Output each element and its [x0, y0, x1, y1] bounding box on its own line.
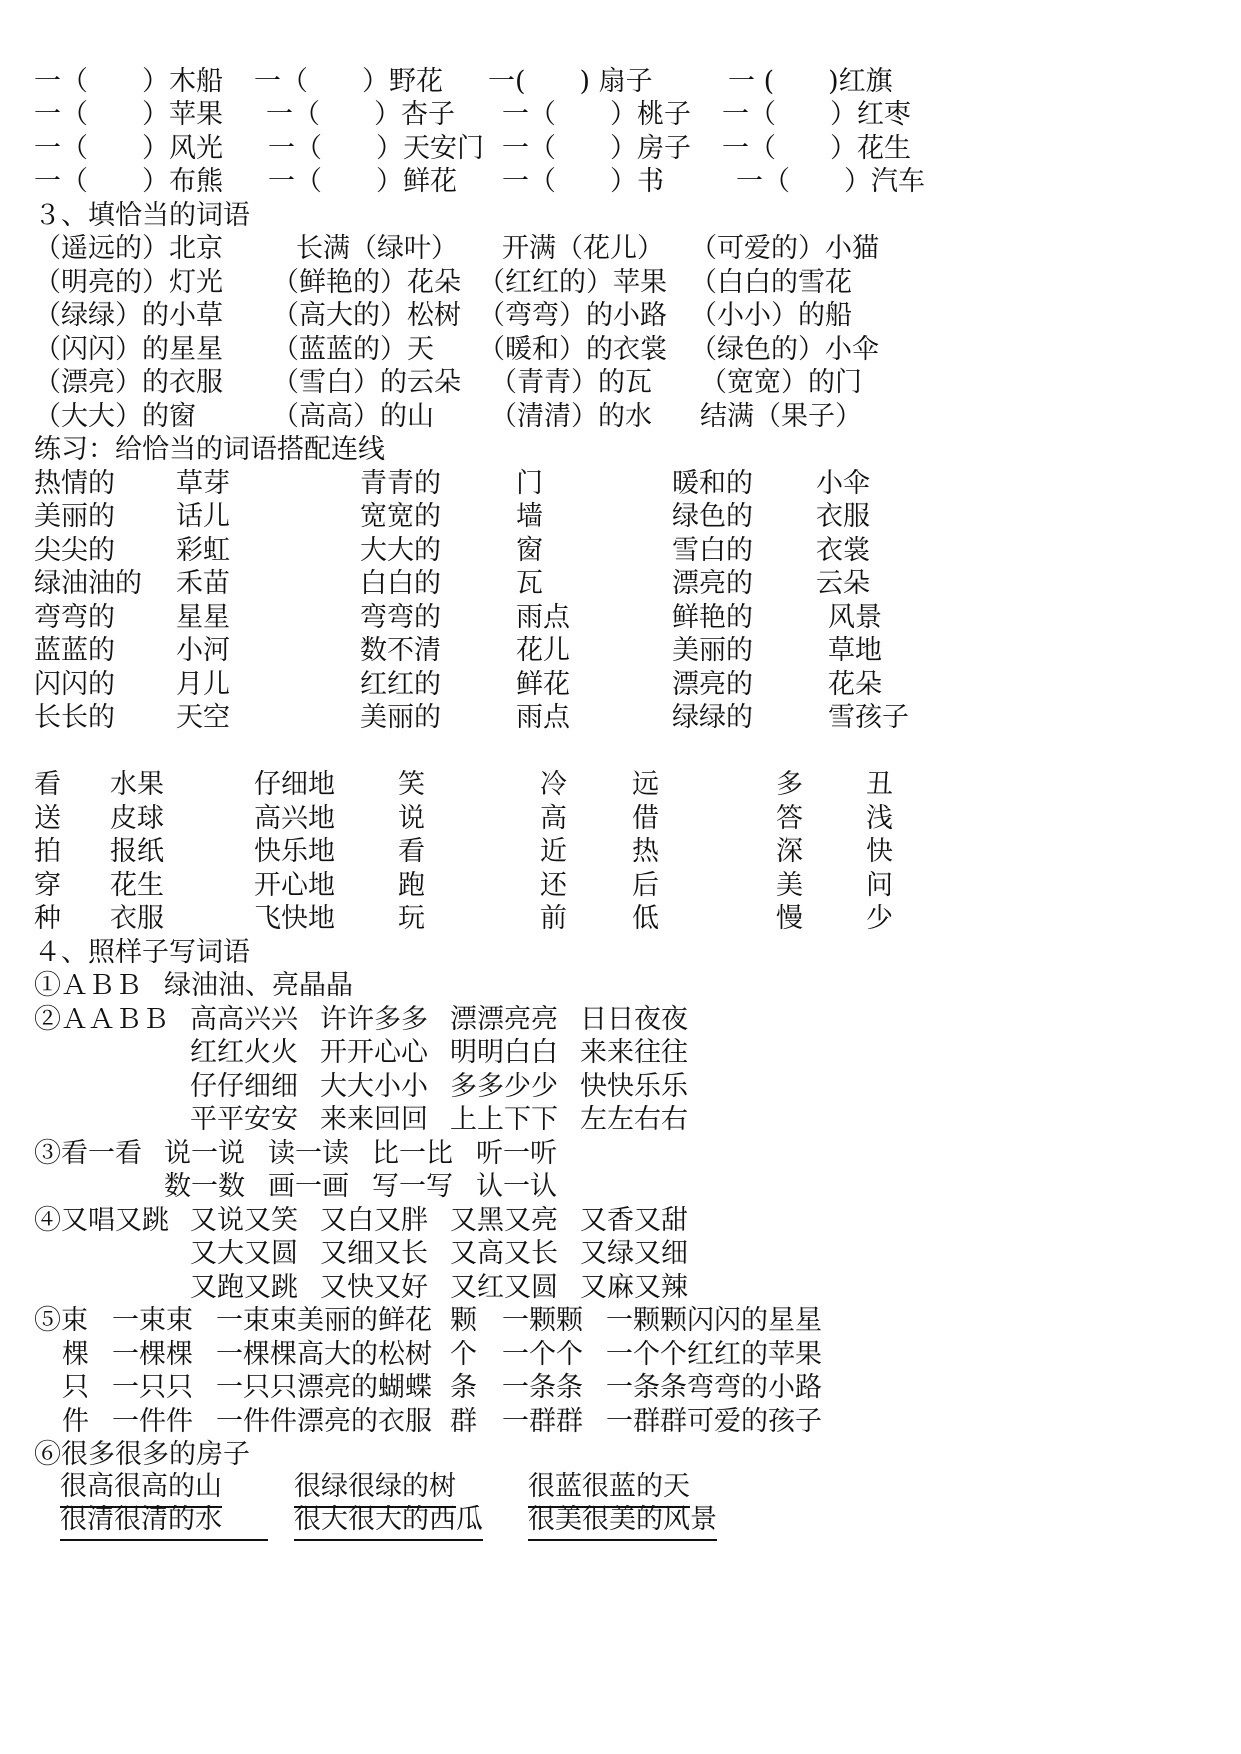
word: 一颗颗: [502, 1305, 583, 1336]
many-label: ⑥很多很多的房子: [34, 1439, 250, 1470]
word: 近: [540, 836, 567, 867]
word: 尖尖的: [34, 535, 115, 566]
word: 一只只漂亮的蝴蝶: [216, 1372, 432, 1403]
word: 大大的: [360, 535, 441, 566]
measure-item: 一（ ）苹果: [34, 99, 223, 130]
word: 一束束美丽的鲜花: [216, 1305, 432, 1336]
underlined-phrase: 很蓝很蓝的天: [528, 1470, 690, 1508]
word: 热情的: [34, 468, 115, 499]
word: 一条条弯弯的小路: [606, 1372, 822, 1403]
word: 雨点: [516, 602, 570, 633]
word: 看: [398, 836, 425, 867]
word: 又细又长: [320, 1238, 428, 1269]
word: 件: [62, 1406, 89, 1437]
word: 绿油油的: [34, 568, 142, 599]
word: 来来回回: [320, 1104, 428, 1135]
measure-item: 一 ( )红旗: [728, 66, 893, 97]
word: 仔细地: [254, 769, 335, 800]
word: 深: [776, 836, 803, 867]
look-row: [0, 1168, 1241, 1206]
word: 窗: [516, 535, 543, 566]
phrase: （白白的雪花: [690, 267, 852, 298]
word: 花生: [110, 870, 164, 901]
word: 漂亮的: [672, 568, 753, 599]
word: 前: [540, 903, 567, 934]
phrase: （遥远的）北京: [34, 233, 223, 264]
word: 丑: [866, 769, 893, 800]
phrase: （弯弯）的小路: [478, 300, 667, 331]
word: 一棵棵高大的松树: [216, 1339, 432, 1370]
phrase: （鲜艳的）花朵: [272, 267, 461, 298]
word: 又高又长: [450, 1238, 558, 1269]
word: 玩: [398, 903, 425, 934]
abb-row: [0, 967, 1241, 1005]
word: 一个个: [502, 1339, 583, 1370]
phrase: 长满（绿叶）: [296, 233, 458, 264]
word: 条: [450, 1372, 477, 1403]
look-label: ③看一看: [34, 1138, 142, 1169]
word: 借: [632, 803, 659, 834]
word: 个: [450, 1339, 477, 1370]
word: 高: [540, 803, 567, 834]
word: 高高兴兴: [190, 1004, 298, 1035]
word: 快: [866, 836, 893, 867]
word: 少: [866, 903, 893, 934]
word: 还: [540, 870, 567, 901]
phrase: （小小）的船: [690, 300, 852, 331]
word: 高兴地: [254, 803, 335, 834]
word: 墙: [516, 501, 543, 532]
measure-row-2: [0, 96, 1241, 134]
word: 小伞: [816, 468, 870, 499]
word: 风景: [828, 602, 882, 633]
word: 平平安安: [190, 1104, 298, 1135]
phrase: （高高）的山: [272, 401, 434, 432]
word: 一只只: [112, 1372, 193, 1403]
measure-item: 一（ ）杏子: [266, 99, 455, 130]
word: 问: [866, 870, 893, 901]
phrase: 结满（果子）: [700, 401, 862, 432]
word: ⑤束: [34, 1305, 88, 1336]
word: 仔仔细细: [190, 1071, 298, 1102]
phrase: （红红的）苹果: [478, 267, 667, 298]
word: 说: [398, 803, 425, 834]
word: 开心地: [254, 870, 335, 901]
underlined-phrase: 很美很美的风景: [528, 1503, 717, 1541]
section-3-row: [0, 364, 1241, 402]
word: 多多少少: [450, 1071, 558, 1102]
word: 又香又甜: [580, 1205, 688, 1236]
word: 许许多多: [320, 1004, 428, 1035]
word: 种: [34, 903, 61, 934]
word: 来来往往: [580, 1037, 688, 1068]
word: 快乐地: [254, 836, 335, 867]
phrase: （清清）的水: [490, 401, 652, 432]
measure-item: 一( ) 扇子: [488, 66, 653, 97]
word: 鲜花: [516, 669, 570, 700]
phrase: （雪白）的云朵: [272, 367, 461, 398]
word: 认一认: [476, 1171, 557, 1202]
word: 飞快地: [254, 903, 335, 934]
phrase: （蓝蓝的）天: [272, 334, 434, 365]
word: 又大又圆: [190, 1238, 298, 1269]
word: 弯弯的: [34, 602, 115, 633]
phrase: （闪闪）的星星: [34, 334, 223, 365]
word: 又绿又细: [580, 1238, 688, 1269]
word: 门: [516, 468, 543, 499]
phrase: （青青）的瓦: [490, 367, 652, 398]
phrase: （暖和）的衣裳: [478, 334, 667, 365]
word: 看: [34, 769, 61, 800]
word: 雪孩子: [828, 702, 909, 733]
word: 慢: [776, 903, 803, 934]
word: 一束束: [112, 1305, 193, 1336]
measure-item: 一（ ）风光: [34, 133, 223, 164]
matching-row: [0, 766, 1241, 804]
word: 颗: [450, 1305, 477, 1336]
word: 花朵: [828, 669, 882, 700]
phrase: （高大的）松树: [272, 300, 461, 331]
measure-item: 一（ ）房子: [502, 133, 691, 164]
word: 一个个红红的苹果: [606, 1339, 822, 1370]
word: 白白的: [360, 568, 441, 599]
word: 皮球: [110, 803, 164, 834]
word: 又跑又跳: [190, 1272, 298, 1303]
matching-row: [0, 699, 1241, 737]
word: 衣裳: [816, 535, 870, 566]
measure-item: 一（ ）野花: [254, 66, 443, 97]
phrase: （绿色的）小伞: [690, 334, 879, 365]
measure-item: 一（ ）花生: [722, 133, 911, 164]
word: 水果: [110, 769, 164, 800]
word: 云朵: [816, 568, 870, 599]
underlined-phrase: 很高很高的山: [60, 1470, 222, 1508]
word: 雨点: [516, 702, 570, 733]
word: 冷: [540, 769, 567, 800]
measure-item: 一（ ）红枣: [722, 99, 911, 130]
word: 美丽的: [672, 635, 753, 666]
word: 笑: [398, 769, 425, 800]
word: 快快乐乐: [580, 1071, 688, 1102]
word: 红红火火: [190, 1037, 298, 1068]
word: 一群群可爱的孩子: [606, 1406, 822, 1437]
word: 多: [776, 769, 803, 800]
matching-row: [0, 833, 1241, 871]
word: 一颗颗闪闪的星星: [606, 1305, 822, 1336]
word: 红红的: [360, 669, 441, 700]
word: 长长的: [34, 702, 115, 733]
practice-heading: 练习：给恰当的词语搭配连线: [34, 434, 385, 465]
matching-row: [0, 632, 1241, 670]
word: 宽宽的: [360, 501, 441, 532]
word: 瓦: [516, 568, 543, 599]
word: 美: [776, 870, 803, 901]
word: 草芽: [176, 468, 230, 499]
word: 报纸: [110, 836, 164, 867]
word: 只: [62, 1372, 89, 1403]
word: 跑: [398, 870, 425, 901]
phrase: （宽宽）的门: [700, 367, 862, 398]
word: 穿: [34, 870, 61, 901]
word: 绿色的: [672, 501, 753, 532]
you-label: ④又唱又跳: [34, 1205, 169, 1236]
measure-item: 一（ ）汽车: [736, 166, 925, 197]
matching-row: [0, 565, 1241, 603]
word: 漂亮的: [672, 669, 753, 700]
word: 比一比: [372, 1138, 453, 1169]
word: 又快又好: [320, 1272, 428, 1303]
matching-row: [0, 498, 1241, 536]
section-3-row: [0, 230, 1241, 268]
you-row: [0, 1235, 1241, 1273]
word: 草地: [828, 635, 882, 666]
word: 一棵棵: [112, 1339, 193, 1370]
phrase: （明亮的）灯光: [34, 267, 223, 298]
word: 画一画: [268, 1171, 349, 1202]
word: 又黑又亮: [450, 1205, 558, 1236]
word: 左左右右: [580, 1104, 688, 1135]
word: 衣服: [110, 903, 164, 934]
measure-phrase-row: [0, 1302, 1241, 1340]
phrase: （可爱的）小猫: [690, 233, 879, 264]
word: 暖和的: [672, 468, 753, 499]
abb-label: ①ＡＢＢ: [34, 970, 142, 1001]
measure-item: 一（ ）桃子: [502, 99, 691, 130]
abb-examples: 绿油油、亮晶晶: [164, 970, 353, 1001]
underlined-phrase: 很清很清的水: [60, 1503, 268, 1541]
word: 鲜艳的: [672, 602, 753, 633]
word: 弯弯的: [360, 602, 441, 633]
section-3-row: [0, 297, 1241, 335]
section-3-heading: ３、填恰当的词语: [34, 200, 250, 231]
matching-row: [0, 900, 1241, 938]
word: 开开心心: [320, 1037, 428, 1068]
word: 后: [632, 870, 659, 901]
word: 一件件漂亮的衣服: [216, 1406, 432, 1437]
word: 闪闪的: [34, 669, 115, 700]
phrase: 开满（花儿）: [502, 233, 664, 264]
phrase: （大大）的窗: [34, 401, 196, 432]
measure-item: 一（ ）书: [502, 166, 664, 197]
word: 花儿: [516, 635, 570, 666]
word: 雪白的: [672, 535, 753, 566]
word: 衣服: [816, 501, 870, 532]
word: 大大小小: [320, 1071, 428, 1102]
word: 禾苗: [176, 568, 230, 599]
word: 日日夜夜: [580, 1004, 688, 1035]
word: 天空: [176, 702, 230, 733]
word: 美丽的: [34, 501, 115, 532]
word: 低: [632, 903, 659, 934]
aabb-row: [0, 1101, 1241, 1139]
aabb-row: [0, 1034, 1241, 1072]
word: 浅: [866, 803, 893, 834]
measure-item: 一（ ）木船: [34, 66, 223, 97]
word: 读一读: [268, 1138, 349, 1169]
word: 说一说: [164, 1138, 245, 1169]
word: 又说又笑: [190, 1205, 298, 1236]
word: 棵: [62, 1339, 89, 1370]
measure-item: 一（ ）鲜花: [268, 166, 457, 197]
word: 青青的: [360, 468, 441, 499]
phrase: （绿绿）的小草: [34, 300, 223, 331]
word: 绿绿的: [672, 702, 753, 733]
measure-item: 一（ ）天安门: [268, 133, 484, 164]
aabb-label: ②ＡＡＢＢ: [34, 1004, 169, 1035]
word: 蓝蓝的: [34, 635, 115, 666]
word: 话儿: [176, 501, 230, 532]
word: 一群群: [502, 1406, 583, 1437]
measure-item: 一（ ）布熊: [34, 166, 223, 197]
measure-phrase-row: [0, 1369, 1241, 1407]
word: 又白又胖: [320, 1205, 428, 1236]
word: 数一数: [164, 1171, 245, 1202]
phrase: （漂亮）的衣服: [34, 367, 223, 398]
word: 漂漂亮亮: [450, 1004, 558, 1035]
measure-row-4: [0, 163, 1241, 201]
word: 明明白白: [450, 1037, 558, 1068]
word: 答: [776, 803, 803, 834]
word: 送: [34, 803, 61, 834]
word: 群: [450, 1406, 477, 1437]
many-row: [0, 1503, 1241, 1541]
word: 听一听: [476, 1138, 557, 1169]
word: 美丽的: [360, 702, 441, 733]
word: 星星: [176, 602, 230, 633]
word: 热: [632, 836, 659, 867]
word: 一条条: [502, 1372, 583, 1403]
word: 小河: [176, 635, 230, 666]
underlined-phrase: 很大很大的西瓜: [294, 1503, 483, 1541]
section-4-heading: ４、照样子写词语: [34, 937, 250, 968]
word: 月儿: [176, 669, 230, 700]
word: 彩虹: [176, 535, 230, 566]
word: 又红又圆: [450, 1272, 558, 1303]
word: 又麻又辣: [580, 1272, 688, 1303]
word: 数不清: [360, 635, 441, 666]
underlined-phrase: 很绿很绿的树: [294, 1470, 456, 1508]
word: 拍: [34, 836, 61, 867]
word: 远: [632, 769, 659, 800]
word: 上上下下: [450, 1104, 558, 1135]
word: 一件件: [112, 1406, 193, 1437]
word: 写一写: [372, 1171, 453, 1202]
